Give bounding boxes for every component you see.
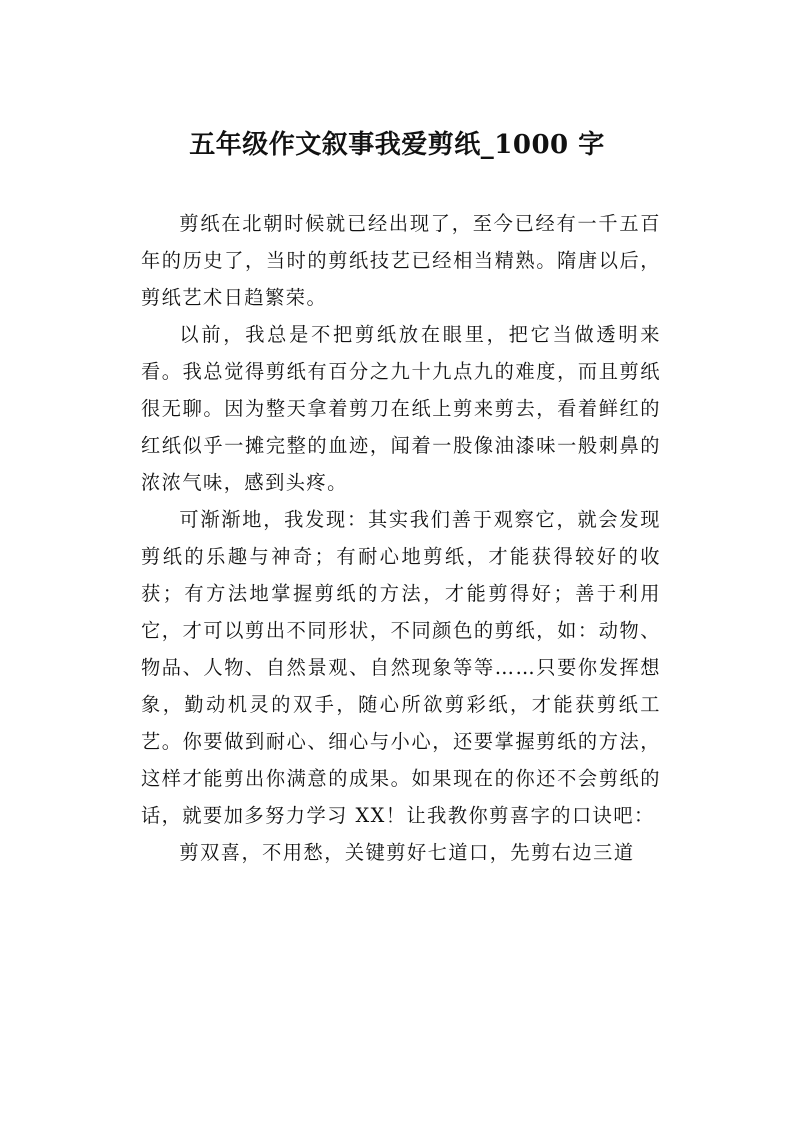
paragraph-3: 可渐渐地，我发现：其实我们善于观察它，就会发现剪纸的乐趣与神奇；有耐心地剪纸，才能获得较好的收获；有方法地掌握剪纸的方法，才能剪得好；善于利用它，才可以剪出不同形状，不同颜色的剪纸，如：动物、物品、人物、自然景观、自然现象等等……只要你发挥想象，勤动机灵的双手，随心所欲剪彩纸，才能获剪纸工艺。你要做到耐心、细心与小心，还要掌握剪纸的方法，这样才能剪出你满意的成果。如果现在的你还不会剪纸的话，就要加多努力学习 XX！让我教你剪喜字的口诀吧： [141, 508, 661, 827]
document-body [141, 205, 661, 871]
paragraph-1: 剪纸在北朝时候就已经出现了，至今已经有一千五百年的历史了，当时的剪纸技艺已经相当精熟。隋唐以后，剪纸艺术日趋繁荣。 [141, 212, 661, 309]
paragraph-4: 剪双喜，不用愁，关键剪好七道口，先剪右边三道 [179, 841, 635, 864]
paragraph-2: 以前，我总是不把剪纸放在眼里，把它当做透明来看。我总觉得剪纸有百分之九十九点九的难度，而且剪纸很无聊。因为整天拿着剪刀在纸上剪来剪去，看着鲜红的红纸似乎一摊完整的血迹，闻着一股像油漆味一般刺鼻的浓浓气味，感到头疼。 [141, 323, 661, 494]
document-title: 五年级作文叙事我爱剪纸_1000 字 [189, 130, 605, 161]
